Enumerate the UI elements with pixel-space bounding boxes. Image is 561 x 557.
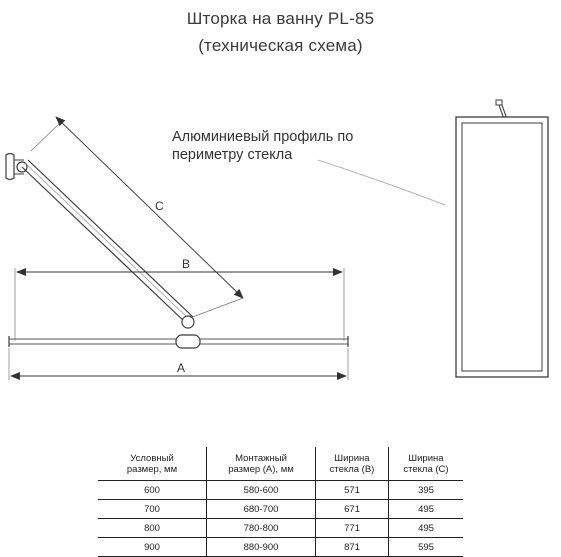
table-header-row (98, 447, 463, 481)
wall-bracket (6, 154, 27, 180)
cell-nominal: 600 (98, 481, 207, 500)
header-glass-width-c: Ширина стекла (С) (389, 447, 464, 481)
plan-view (6, 117, 348, 380)
cell-glass-c: 595 (389, 538, 464, 557)
open-glass-panel (22, 160, 194, 328)
table-row (98, 500, 463, 519)
closed-glass-panel (9, 335, 348, 348)
cell-nominal: 900 (98, 538, 207, 557)
elevation-view (456, 100, 548, 377)
cell-mounting: 580-600 (207, 481, 316, 500)
page-title: Шторка на ванну PL-85 (186, 9, 375, 28)
header-mounting-size: Монтажный размер (А), мм (207, 447, 316, 481)
header-glass-width-b: Ширина стекла (В) (316, 447, 389, 481)
cell-mounting: 780-800 (207, 519, 316, 538)
table-row (98, 481, 463, 500)
dimension-a (9, 348, 348, 380)
dimension-b (15, 257, 344, 341)
cell-glass-b: 771 (316, 519, 389, 538)
cell-glass-b: 671 (316, 500, 389, 519)
size-table (98, 447, 463, 557)
cell-glass-b: 871 (316, 538, 389, 557)
dimension-c (31, 117, 243, 318)
header-nominal-size: Условный размер, мм (98, 447, 207, 481)
cell-glass-c: 495 (389, 500, 464, 519)
cell-mounting: 680-700 (207, 500, 316, 519)
glass-frame-inner (462, 123, 542, 371)
dimension-b-label: B (182, 257, 191, 271)
cell-glass-c: 395 (389, 481, 464, 500)
dimension-c-label: C (155, 199, 164, 213)
cell-glass-b: 571 (316, 481, 389, 500)
cell-mounting: 880-900 (207, 538, 316, 557)
callout-leader-line (318, 160, 445, 205)
page-subtitle: (техническая схема) (198, 36, 363, 55)
table-row (98, 519, 463, 538)
callout-line-2: периметру стекла (172, 147, 293, 163)
dimension-a-label: A (177, 361, 186, 375)
callout-line-1: Алюминиевый профиль по (172, 129, 354, 145)
table-row (98, 538, 463, 557)
cell-glass-c: 495 (389, 519, 464, 538)
cell-nominal: 700 (98, 500, 207, 519)
cell-nominal: 800 (98, 519, 207, 538)
